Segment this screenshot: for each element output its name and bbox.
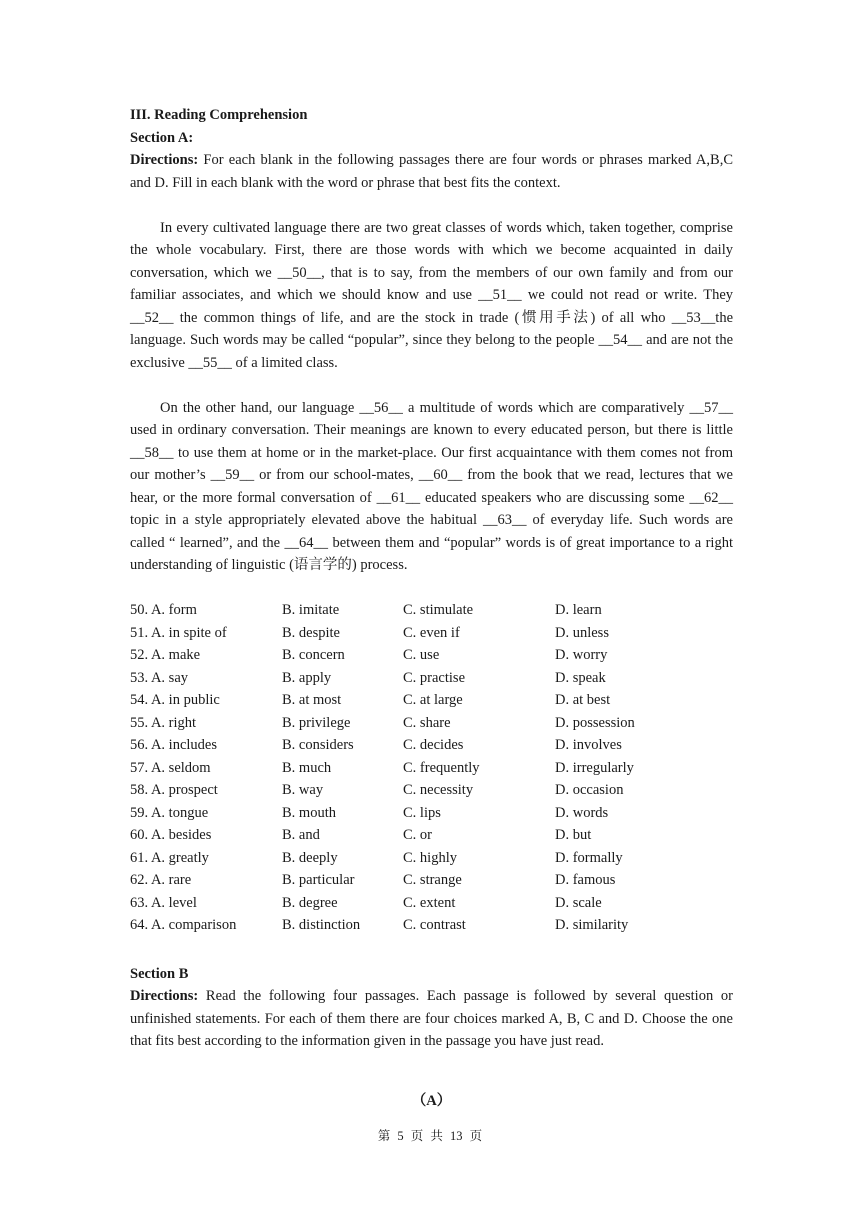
option-b: B. at most	[282, 692, 342, 708]
option-d: D. but	[555, 827, 592, 843]
option-row	[130, 644, 733, 667]
option-d: D. learn	[555, 602, 602, 618]
page-footer: 第 5 页 共 13 页	[377, 1129, 483, 1143]
directions-text: For each blank in the following passages there are four words or phrases marked A,B,C and D. Fill in each blank with the word or phrase that best fits the context.	[130, 152, 733, 191]
option-b: B. privilege	[282, 714, 351, 731]
section-b-heading: Section B	[130, 965, 189, 982]
option-d: D. formally	[555, 849, 623, 866]
option-row	[130, 599, 733, 622]
directions-label: Directions:	[130, 152, 199, 168]
section-b-directions	[130, 985, 733, 1053]
option-a: 54. A. in public	[130, 692, 220, 708]
option-a: 64. A. comparison	[130, 917, 237, 933]
option-row	[130, 779, 733, 802]
directions-label: Directions:	[130, 988, 199, 1004]
option-b: B. degree	[282, 894, 338, 911]
option-row	[130, 667, 733, 690]
option-d: D. possession	[555, 714, 635, 731]
option-b: B. much	[282, 759, 332, 776]
passage-paragraph-1: In every cultivated language there are two great classes of words which, taken together, comprise the whole vocabulary. First, there are those words with which we become acquainted in daily conversation, which we __50__, that is to say, from the members of our own family and from our familiar associates, and which we should know and use __51__ we could not read or write. They __52__ the common things of life, and are the stock in trade (惯用手法) of all who __53__the language. Such words may be called “popular”, since they belong to the people __54__ and are not the exclusive __55__ of a limited class.	[130, 219, 733, 371]
option-b: B. mouth	[282, 804, 336, 821]
option-a: 55. A. right	[130, 714, 197, 731]
option-d: D. occasion	[555, 782, 624, 798]
option-d: D. worry	[555, 647, 608, 663]
option-c: C. necessity	[403, 782, 474, 798]
option-a: 58. A. prospect	[130, 782, 218, 798]
option-c: C. contrast	[403, 917, 466, 933]
option-b: B. considers	[282, 737, 354, 753]
option-b: B. despite	[282, 624, 340, 641]
option-d: D. at best	[555, 692, 611, 708]
section-title: III. Reading Comprehension	[130, 107, 308, 123]
option-row	[130, 734, 733, 757]
option-a: 59. A. tongue	[130, 804, 209, 821]
options-list	[130, 599, 733, 937]
option-b: B. deeply	[282, 849, 338, 866]
option-d: D. unless	[555, 624, 609, 641]
option-c: C. use	[403, 647, 440, 663]
option-d: D. scale	[555, 894, 602, 911]
option-row	[130, 914, 733, 937]
option-row	[130, 622, 733, 645]
option-a: 60. A. besides	[130, 827, 212, 843]
option-c: C. even if	[403, 624, 460, 641]
option-d: D. speak	[555, 669, 606, 686]
option-a: 50. A. form	[130, 602, 197, 618]
option-c: C. lips	[403, 804, 441, 821]
option-row	[130, 824, 733, 847]
option-row	[130, 847, 733, 870]
option-c: C. decides	[403, 737, 464, 753]
option-c: C. highly	[403, 849, 457, 866]
option-a: 56. A. includes	[130, 737, 217, 753]
option-d: D. similarity	[555, 917, 629, 933]
option-row	[130, 869, 733, 892]
option-a: 61. A. greatly	[130, 849, 209, 866]
option-b: B. concern	[282, 647, 345, 663]
option-c: C. extent	[403, 894, 456, 911]
option-d: D. famous	[555, 872, 616, 888]
option-a: 62. A. rare	[130, 872, 192, 888]
option-c: C. frequently	[403, 759, 480, 776]
section-a-directions	[130, 149, 733, 194]
option-c: C. strange	[403, 872, 462, 888]
option-c: C. share	[403, 714, 451, 731]
option-a: 57. A. seldom	[130, 759, 211, 776]
option-b: B. way	[282, 782, 324, 798]
document-page	[130, 104, 733, 1127]
option-c: C. at large	[403, 692, 463, 708]
option-c: C. stimulate	[403, 602, 474, 618]
option-d: D. words	[555, 804, 609, 821]
directions-text: Read the following four passages. Each passage is followed by several question or unfinished statements. For each of them there are four choices marked A, B, C and D. Choose the one that fits best according to the information given in the passage you have just read.	[130, 988, 733, 1049]
option-a: 51. A. in spite of	[130, 624, 227, 641]
option-b: B. distinction	[282, 917, 361, 933]
option-a: 52. A. make	[130, 647, 201, 663]
option-d: D. irregularly	[555, 759, 634, 776]
option-b: B. and	[282, 827, 320, 843]
option-b: B. particular	[282, 872, 355, 888]
option-d: D. involves	[555, 737, 622, 753]
option-row	[130, 802, 733, 825]
option-a: 63. A. level	[130, 894, 197, 911]
option-row	[130, 892, 733, 915]
passage-label: （A）	[411, 1092, 452, 1109]
option-c: C. or	[403, 827, 432, 843]
option-a: 53. A. say	[130, 669, 188, 686]
option-b: B. apply	[282, 669, 332, 686]
option-row	[130, 712, 733, 735]
option-c: C. practise	[403, 669, 466, 686]
section-a-heading: Section A:	[130, 129, 194, 146]
passage-paragraph-2: On the other hand, our language __56__ a multitude of words which are comparatively __57__ used in ordinary conversation. Their meanings are known to every educated person, but there is little __58__ to use them at home or in the market-place. Our first acquaintance with them comes not from our mother’s __59__ or from our school-mates, __60__ from the book that we read, lectures that we hear, or the more formal conversation of __61__ educated speakers who are discussing some __62__ topic in a style appropriately elevated above the habitual __63__ of everyday life. Such words are called “ learned”, and the __64__ between them and “popular” words is of great importance to a right understanding of linguistic (语言学的) process.	[130, 399, 733, 573]
option-row	[130, 689, 733, 712]
option-row	[130, 757, 733, 780]
option-b: B. imitate	[282, 602, 340, 618]
